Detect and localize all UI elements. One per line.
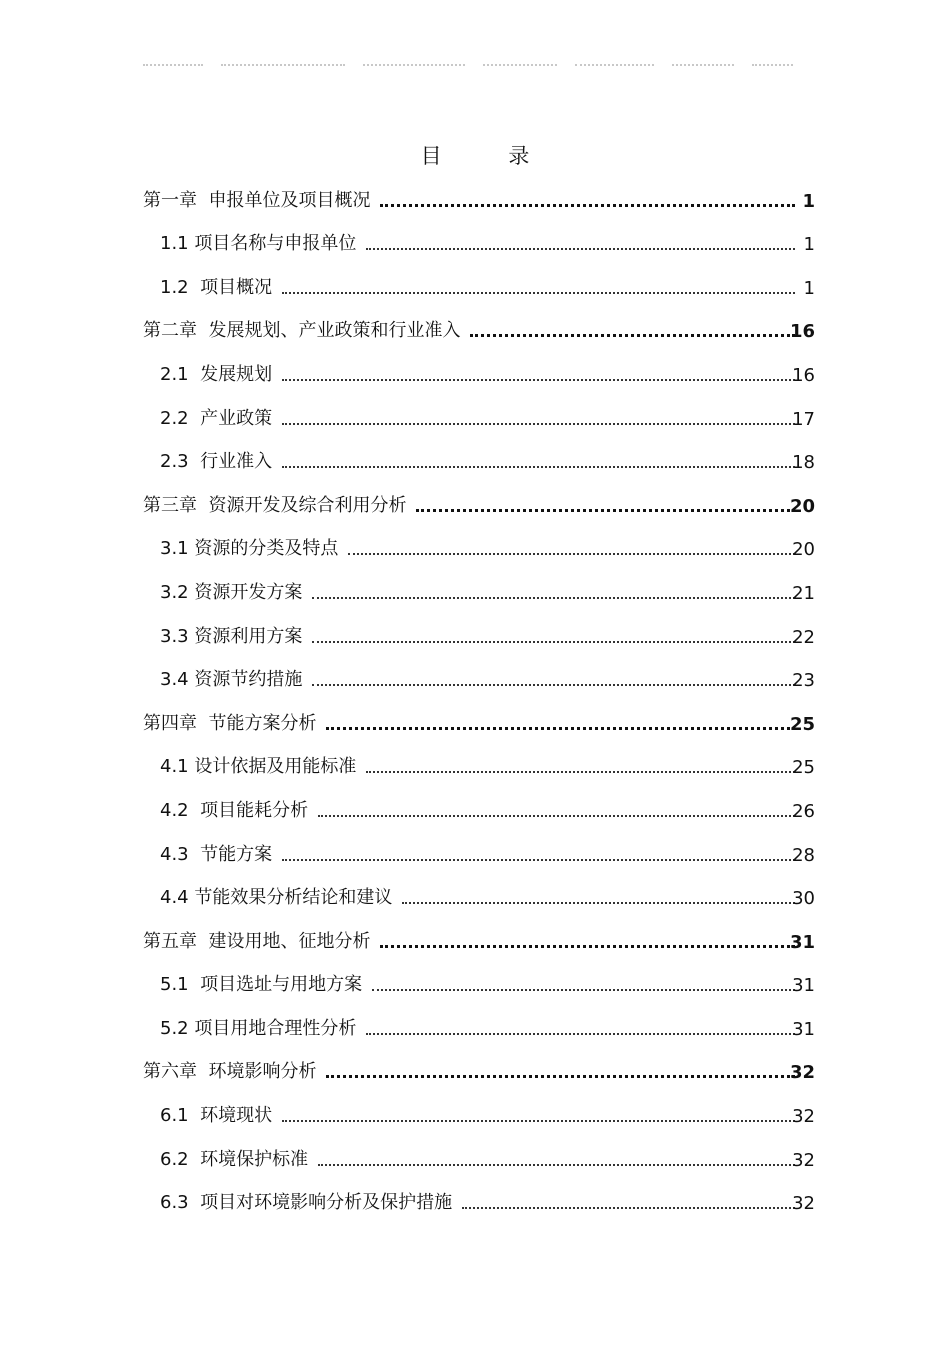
toc-page-number: 31 — [792, 1018, 815, 1040]
toc-chapter-entry[interactable] — [143, 178, 815, 222]
toc-section-entry[interactable] — [143, 614, 815, 658]
toc-entry-title: 4.4 节能效果分析结论和建议 — [160, 887, 393, 909]
toc-section-entry[interactable] — [143, 265, 815, 309]
toc-section-entry[interactable] — [143, 963, 815, 1007]
toc-leader-dots — [282, 466, 795, 468]
toc-entry-title: 第三章 资源开发及综合利用分析 — [143, 494, 407, 516]
toc-entry-title: 1.1 项目名称与申报单位 — [160, 233, 357, 255]
toc-leader-dots — [312, 597, 795, 599]
toc-chapter-entry[interactable] — [143, 309, 815, 353]
toc-section-entry[interactable] — [143, 1181, 815, 1225]
toc-section-entry[interactable] — [143, 570, 815, 614]
toc-page-number: 22 — [792, 626, 815, 648]
toc-entry-title: 5.2 项目用地合理性分析 — [160, 1017, 357, 1039]
toc-chapter-entry[interactable] — [143, 919, 815, 963]
toc-leader-dots — [372, 989, 795, 991]
toc-page-number: 17 — [792, 408, 815, 430]
toc-leader-dots — [380, 945, 795, 948]
toc-page-number: 32 — [789, 1062, 815, 1084]
toc-page-number: 16 — [789, 321, 815, 343]
toc-page-number: 30 — [792, 888, 815, 910]
toc-page-number: 16 — [792, 364, 815, 386]
toc-leader-dots — [462, 1207, 795, 1209]
toc-entry-title: 6.2 环境保护标准 — [160, 1148, 309, 1170]
toc-leader-dots — [282, 292, 795, 294]
toc-entry-title: 3.3 资源利用方案 — [160, 625, 303, 647]
toc-section-entry[interactable] — [143, 396, 815, 440]
toc-page-number: 25 — [792, 757, 815, 779]
toc-leader-dots — [366, 248, 795, 250]
toc-page-number: 18 — [792, 452, 815, 474]
toc-leader-dots — [348, 553, 795, 555]
toc-chapter-entry[interactable] — [143, 701, 815, 745]
toc-page-number: 20 — [792, 539, 815, 561]
toc-section-entry[interactable] — [143, 527, 815, 571]
toc-entry-title: 3.1 资源的分类及特点 — [160, 538, 339, 560]
toc-section-entry[interactable] — [143, 1093, 815, 1137]
toc-leader-dots — [282, 379, 795, 381]
toc-page-number: 23 — [792, 670, 815, 692]
toc-leader-dots — [318, 815, 795, 817]
toc-section-entry[interactable] — [143, 1137, 815, 1181]
toc-title: 目 录 — [420, 144, 560, 168]
toc-entry-title: 第六章 环境影响分析 — [143, 1061, 317, 1083]
toc-entry-title: 4.3 节能方案 — [160, 843, 273, 865]
toc-leader-dots — [366, 771, 795, 773]
toc-section-entry[interactable] — [143, 222, 815, 266]
toc-leader-dots — [318, 1164, 795, 1166]
toc-leader-dots — [312, 684, 795, 686]
toc-page-number: 31 — [792, 975, 815, 997]
toc-section-entry[interactable] — [143, 745, 815, 789]
toc-page-number: 20 — [789, 495, 815, 517]
toc-page-number: 1 — [802, 190, 815, 212]
toc-entry-title: 5.1 项目选址与用地方案 — [160, 974, 363, 996]
table-of-contents — [143, 178, 815, 1224]
toc-entry-title: 第五章 建设用地、征地分析 — [143, 930, 371, 952]
toc-section-entry[interactable] — [143, 876, 815, 920]
toc-entry-title: 第四章 节能方案分析 — [143, 712, 317, 734]
toc-page-number: 32 — [792, 1106, 815, 1128]
toc-chapter-entry[interactable] — [143, 483, 815, 527]
toc-page-number: 1 — [803, 234, 815, 256]
toc-entry-title: 3.4 资源节约措施 — [160, 669, 303, 691]
toc-leader-dots — [402, 902, 795, 904]
toc-leader-dots — [366, 1033, 795, 1035]
toc-leader-dots — [326, 1075, 795, 1078]
toc-leader-dots — [470, 334, 795, 337]
toc-leader-dots — [380, 204, 795, 207]
toc-page-number: 26 — [792, 800, 815, 822]
toc-leader-dots — [282, 859, 795, 861]
toc-entry-title: 4.2 项目能耗分析 — [160, 799, 309, 821]
toc-section-entry[interactable] — [143, 1006, 815, 1050]
toc-page-number: 32 — [792, 1193, 815, 1215]
toc-section-entry[interactable] — [143, 832, 815, 876]
toc-chapter-entry[interactable] — [143, 1050, 815, 1094]
toc-entry-title: 2.3 行业准入 — [160, 451, 273, 473]
toc-entry-title: 2.1 发展规划 — [160, 363, 273, 385]
toc-section-entry[interactable] — [143, 788, 815, 832]
toc-page-number: 21 — [792, 582, 815, 604]
toc-leader-dots — [416, 509, 795, 512]
toc-entry-title: 2.2 产业政策 — [160, 407, 273, 429]
toc-entry-title: 1.2 项目概况 — [160, 276, 273, 298]
toc-section-entry[interactable] — [143, 658, 815, 702]
toc-page-number: 1 — [803, 277, 815, 299]
toc-section-entry[interactable] — [143, 352, 815, 396]
toc-leader-dots — [282, 1120, 795, 1122]
toc-leader-dots — [312, 641, 795, 643]
toc-entry-title: 6.1 环境现状 — [160, 1105, 273, 1127]
toc-entry-title: 6.3 项目对环境影响分析及保护措施 — [160, 1192, 453, 1214]
toc-entry-title: 4.1 设计依据及用能标准 — [160, 756, 357, 778]
toc-entry-title: 第一章 申报单位及项目概况 — [143, 189, 371, 211]
toc-entry-title: 3.2 资源开发方案 — [160, 581, 303, 603]
toc-page-number: 31 — [789, 931, 815, 953]
toc-section-entry[interactable] — [143, 440, 815, 484]
toc-page-number: 25 — [789, 713, 815, 735]
page-header-rule — [143, 64, 793, 68]
toc-page-number: 28 — [792, 844, 815, 866]
toc-entry-title: 第二章 发展规划、产业政策和行业准入 — [143, 320, 461, 342]
toc-page-number: 32 — [792, 1149, 815, 1171]
toc-leader-dots — [282, 423, 795, 425]
toc-leader-dots — [326, 727, 795, 730]
